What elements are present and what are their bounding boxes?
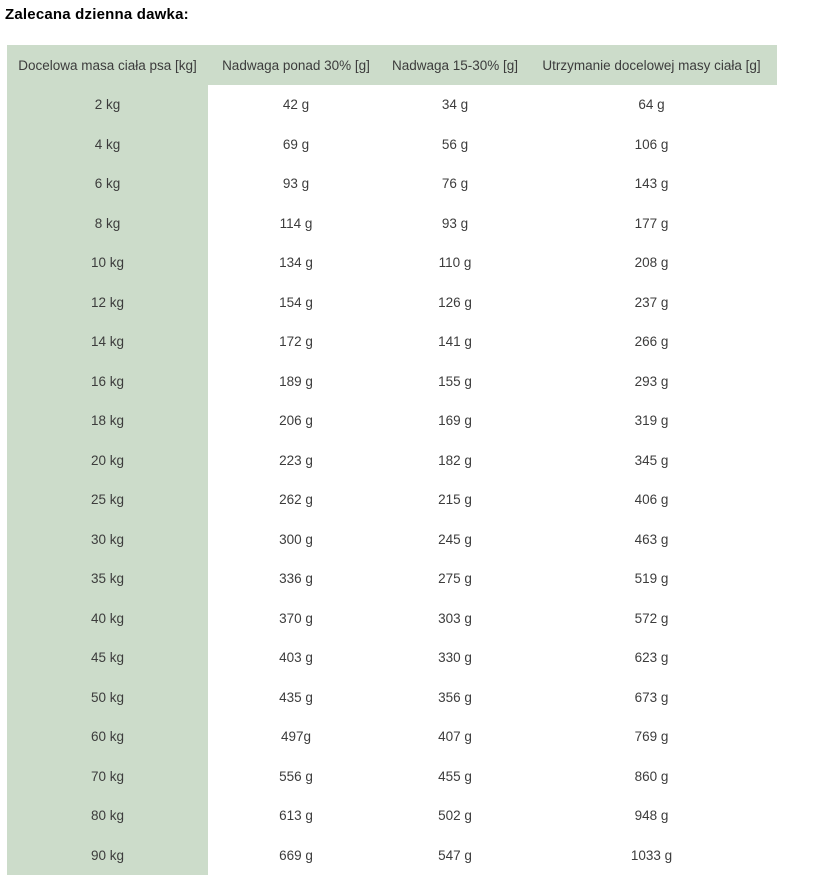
dose-cell: 497g <box>208 717 384 757</box>
weight-cell: 12 kg <box>7 283 208 323</box>
dose-cell: 206 g <box>208 401 384 441</box>
dose-cell: 34 g <box>384 85 526 125</box>
dose-cell: 76 g <box>384 164 526 204</box>
dose-cell: 336 g <box>208 559 384 599</box>
dose-cell: 673 g <box>526 678 777 718</box>
table-body <box>7 85 777 875</box>
table-row <box>7 559 777 599</box>
dose-cell: 266 g <box>526 322 777 362</box>
dose-cell: 293 g <box>526 362 777 402</box>
weight-cell: 30 kg <box>7 520 208 560</box>
table-row <box>7 125 777 165</box>
dose-cell: 406 g <box>526 480 777 520</box>
dose-cell: 275 g <box>384 559 526 599</box>
table-header-row <box>7 45 777 85</box>
header-target-weight: Docelowa masa ciała psa [kg] <box>7 45 208 85</box>
dose-cell: 56 g <box>384 125 526 165</box>
weight-cell: 6 kg <box>7 164 208 204</box>
weight-cell: 60 kg <box>7 717 208 757</box>
dose-cell: 169 g <box>384 401 526 441</box>
dose-cell: 189 g <box>208 362 384 402</box>
weight-cell: 10 kg <box>7 243 208 283</box>
weight-cell: 35 kg <box>7 559 208 599</box>
table-row <box>7 283 777 323</box>
dose-cell: 519 g <box>526 559 777 599</box>
table-row <box>7 480 777 520</box>
header-overweight-30plus: Nadwaga ponad 30% [g] <box>208 45 384 85</box>
dose-cell: 126 g <box>384 283 526 323</box>
table-row <box>7 362 777 402</box>
weight-cell: 80 kg <box>7 796 208 836</box>
dose-cell: 330 g <box>384 638 526 678</box>
dose-cell: 455 g <box>384 757 526 797</box>
weight-cell: 45 kg <box>7 638 208 678</box>
dose-cell: 215 g <box>384 480 526 520</box>
table-row <box>7 796 777 836</box>
dose-cell: 1033 g <box>526 836 777 875</box>
weight-cell: 50 kg <box>7 678 208 718</box>
weight-cell: 16 kg <box>7 362 208 402</box>
table-row <box>7 520 777 560</box>
table-row <box>7 85 777 125</box>
table-row <box>7 322 777 362</box>
dose-cell: 134 g <box>208 243 384 283</box>
dose-cell: 860 g <box>526 757 777 797</box>
table-row <box>7 441 777 481</box>
dose-cell: 463 g <box>526 520 777 560</box>
dose-cell: 769 g <box>526 717 777 757</box>
dose-cell: 262 g <box>208 480 384 520</box>
dose-cell: 182 g <box>384 441 526 481</box>
table-row <box>7 243 777 283</box>
weight-cell: 8 kg <box>7 204 208 244</box>
dose-cell: 403 g <box>208 638 384 678</box>
weight-cell: 20 kg <box>7 441 208 481</box>
dosage-table <box>7 45 777 875</box>
table-row <box>7 678 777 718</box>
table-row <box>7 164 777 204</box>
table-row <box>7 717 777 757</box>
dose-cell: 114 g <box>208 204 384 244</box>
dose-cell: 154 g <box>208 283 384 323</box>
dose-cell: 208 g <box>526 243 777 283</box>
weight-cell: 4 kg <box>7 125 208 165</box>
table-row <box>7 401 777 441</box>
dose-cell: 143 g <box>526 164 777 204</box>
dose-cell: 237 g <box>526 283 777 323</box>
dose-cell: 141 g <box>384 322 526 362</box>
table-row <box>7 599 777 639</box>
dose-cell: 407 g <box>384 717 526 757</box>
dose-cell: 370 g <box>208 599 384 639</box>
dose-cell: 623 g <box>526 638 777 678</box>
dose-cell: 93 g <box>384 204 526 244</box>
table-row <box>7 757 777 797</box>
dose-cell: 669 g <box>208 836 384 875</box>
weight-cell: 18 kg <box>7 401 208 441</box>
dose-cell: 245 g <box>384 520 526 560</box>
dose-cell: 300 g <box>208 520 384 560</box>
dose-cell: 613 g <box>208 796 384 836</box>
dose-cell: 435 g <box>208 678 384 718</box>
table-row <box>7 638 777 678</box>
dose-cell: 69 g <box>208 125 384 165</box>
header-maintenance: Utrzymanie docelowej masy ciała [g] <box>526 45 777 85</box>
dose-cell: 110 g <box>384 243 526 283</box>
dose-cell: 303 g <box>384 599 526 639</box>
dose-cell: 502 g <box>384 796 526 836</box>
dose-cell: 572 g <box>526 599 777 639</box>
dose-cell: 177 g <box>526 204 777 244</box>
table-row <box>7 836 777 875</box>
dose-cell: 223 g <box>208 441 384 481</box>
dose-cell: 948 g <box>526 796 777 836</box>
dose-cell: 93 g <box>208 164 384 204</box>
weight-cell: 2 kg <box>7 85 208 125</box>
dose-cell: 547 g <box>384 836 526 875</box>
table-row <box>7 204 777 244</box>
dose-cell: 556 g <box>208 757 384 797</box>
weight-cell: 40 kg <box>7 599 208 639</box>
page-title: Zalecana dzienna dawka: <box>5 6 189 23</box>
dose-cell: 155 g <box>384 362 526 402</box>
dose-cell: 64 g <box>526 85 777 125</box>
weight-cell: 25 kg <box>7 480 208 520</box>
dose-cell: 356 g <box>384 678 526 718</box>
dose-cell: 319 g <box>526 401 777 441</box>
header-overweight-15-30: Nadwaga 15-30% [g] <box>384 45 526 85</box>
weight-cell: 14 kg <box>7 322 208 362</box>
dose-cell: 172 g <box>208 322 384 362</box>
dose-cell: 42 g <box>208 85 384 125</box>
weight-cell: 90 kg <box>7 836 208 875</box>
dose-cell: 345 g <box>526 441 777 481</box>
weight-cell: 70 kg <box>7 757 208 797</box>
dose-cell: 106 g <box>526 125 777 165</box>
